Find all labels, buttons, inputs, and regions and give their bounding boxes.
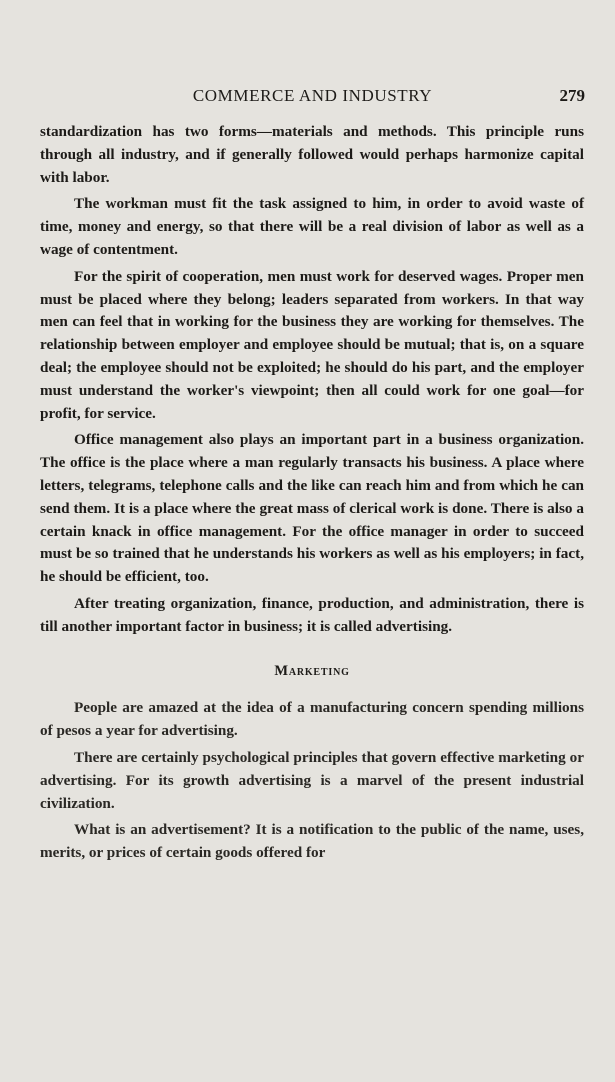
paragraph-cooperation: For the spirit of cooperation, men must work for deserved wages. Proper men must be placed where they belong; leaders separated from workers. In that way men can feel that in working for the business they are working for themselves. The relationship between employer and employee should be mutual; that is, on a square deal; the employee should not be exploited; he should do his part, and the employer must understand the worker's viewpoint; then all could work for one goal—for profit, for service. bbox=[40, 267, 584, 422]
paragraph-marketing-principles: There are certainly psychological principles that govern effective marketing or advertising. For its growth advertising is a marvel of the present industrial civilization. bbox=[40, 748, 584, 812]
page-body bbox=[40, 121, 584, 869]
section-heading-marketing: Marketing bbox=[274, 662, 350, 679]
paragraph-standardization: standardization has two forms—materials and methods. This principle runs through all industry, and if generally followed would perhaps harmonize capital with labor. bbox=[40, 123, 584, 186]
paragraph-advertising-intro: After treating organization, finance, production, and administration, there is till another important factor in business; it is called advertising. bbox=[40, 594, 584, 635]
paragraph-marketing-definition: What is an advertisement? It is a notification to the public of the name, uses, merits, or prices of certain goods offered for bbox=[40, 821, 584, 862]
paragraph-marketing-pesos: People are amazed at the idea of a manufacturing concern spending millions of pesos a year for advertising. bbox=[40, 699, 584, 740]
paragraph-office-management: Office management also plays an important part in a business organization. The office is the place where a man regularly transacts his business. A place where letters, telegrams, telephone calls and the like can reach him and from which he can send them. It is a place where the great mass of clerical work is done. There is also a certain knack in office management. For the office manager in order to succeed must be so trained that he understands his workers as well as his employers; in fact, he should be efficient, too. bbox=[40, 431, 584, 586]
page-number: 279 bbox=[559, 86, 585, 105]
page-header bbox=[40, 86, 585, 110]
running-head: COMMERCE AND INDUSTRY bbox=[192, 86, 433, 105]
paragraph-workman: The workman must fit the task assigned to him, in order to avoid waste of time, money and energy, so that there will be a real division of labor as well as a wage of contentment. bbox=[40, 195, 584, 258]
